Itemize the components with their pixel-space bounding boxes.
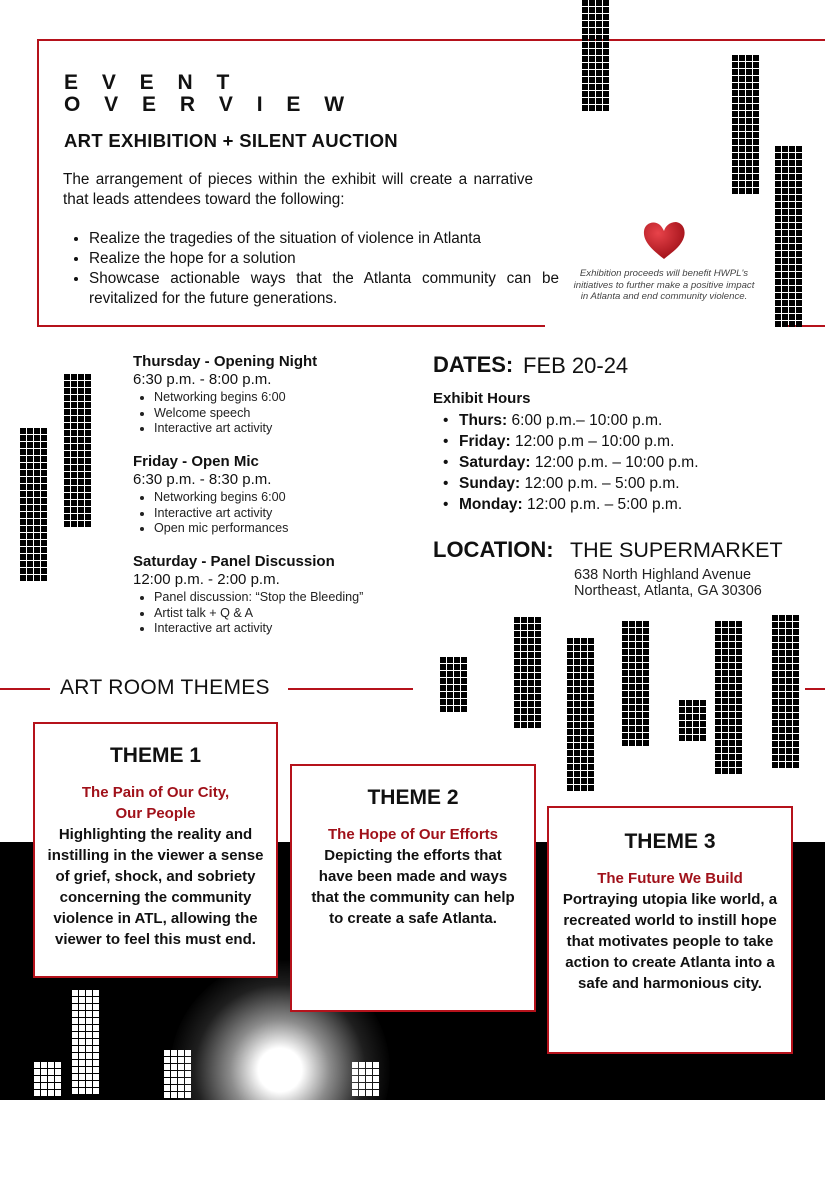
theme-title: THEME 3 [624, 830, 716, 853]
building-icon [582, 0, 611, 113]
location-address: 638 North Highland Avenue Northeast, Atlanta, GA 30306 [574, 567, 762, 599]
building-icon [622, 621, 651, 748]
building-icon [732, 55, 761, 196]
list-item: • Networking begins 6:00 [154, 390, 433, 406]
theme-subtitle: The Hope of Our Efforts [328, 826, 498, 843]
dates-value: FEB 20-24 [523, 353, 629, 378]
list-item: • Realize the tragedies of the situation of violence in Atlanta [89, 229, 559, 249]
list-item: • Panel discussion: “Stop the Bleeding” [154, 590, 433, 606]
list-item: • Interactive art activity [154, 421, 433, 437]
list-item: • Interactive art activity [154, 621, 433, 637]
list-item: • Interactive art activity [154, 506, 433, 522]
list-item: • Artist talk + Q & A [154, 606, 433, 622]
building-icon [514, 617, 543, 730]
divider [0, 688, 50, 690]
list-item: • Thurs: 6:00 p.m.– 10:00 p.m. [459, 410, 699, 431]
event-overview-title: E V E N T O V E R V I E W [64, 71, 354, 116]
building-icon [72, 990, 101, 1100]
schedule-day-friday [133, 453, 433, 537]
divider [288, 688, 413, 690]
list-item: • Showcase actionable ways that the Atlanta community can be revitalized for the future generations. [89, 269, 559, 309]
proceeds-note: Exhibition proceeds will benefit HWPL's initiatives to further make a positive impact in Atlanta and end community violence. [573, 268, 755, 302]
heart-icon [641, 219, 687, 261]
list-item: • Friday: 12:00 p.m – 10:00 p.m. [459, 431, 699, 452]
theme-description: Depicting the efforts that have been made and ways that the community can help to create a safe Atlanta. [311, 847, 515, 927]
building-icon [352, 1062, 381, 1100]
building-icon [715, 621, 744, 776]
list-item: • Sunday: 12:00 p.m. – 5:00 p.m. [459, 473, 699, 494]
exhibit-hours-list [433, 410, 699, 515]
day-time: 12:00 p.m. - 2:00 p.m. [133, 571, 280, 588]
day-time: 6:30 p.m. - 8:30 p.m. [133, 471, 272, 488]
theme-subtitle: The Pain of Our City, Our People [81, 784, 230, 822]
art-room-themes-heading: ART ROOM THEMES [60, 676, 270, 699]
building-icon [164, 1050, 193, 1100]
building-icon [440, 657, 469, 714]
theme-card-2 [290, 764, 536, 1012]
day-title: Friday - Open Mic [133, 453, 259, 470]
divider [805, 688, 825, 690]
theme-title: THEME 2 [367, 786, 459, 809]
building-icon [34, 1062, 63, 1100]
day-time: 6:30 p.m. - 8:00 p.m. [133, 371, 272, 388]
overview-bullets [63, 229, 559, 309]
list-item: • Open mic performances [154, 521, 433, 537]
building-icon [64, 374, 93, 529]
theme-description: Portraying utopia like world, a recreated world to instill hope that motivates people to take action to create Atlanta into a safe and harmonious city. [562, 891, 778, 992]
theme-card-3 [547, 806, 793, 1054]
frame-gap [545, 320, 785, 328]
building-icon [567, 638, 596, 793]
schedule-day-thursday [133, 353, 433, 437]
day-title: Saturday - Panel Discussion [133, 553, 335, 570]
theme-card-1 [33, 722, 278, 978]
building-icon [20, 428, 49, 583]
list-item: • Welcome speech [154, 406, 433, 422]
list-item: • Networking begins 6:00 [154, 490, 433, 506]
building-icon [775, 146, 804, 329]
day-title: Thursday - Opening Night [133, 353, 318, 370]
schedule-day-saturday [133, 553, 433, 637]
exhibit-hours-heading: Exhibit Hours [433, 390, 531, 407]
building-icon [772, 615, 801, 770]
list-item: • Realize the hope for a solution [89, 249, 559, 269]
list-item: • Saturday: 12:00 p.m. – 10:00 p.m. [459, 452, 699, 473]
theme-title: THEME 1 [109, 744, 201, 767]
theme-subtitle: The Future We Build [597, 870, 743, 887]
overview-paragraph: The arrangement of pieces within the exhibit will create a narrative that leads attendees toward the following: [63, 171, 533, 208]
theme-description: Highlighting the reality and instilling in the viewer a sense of grief, shock, and sobriety concerning the community violence in ATL, allowing the viewer to feel this must end. [47, 826, 264, 948]
list-item: • Monday: 12:00 p.m. – 5:00 p.m. [459, 494, 699, 515]
event-subtitle: ART EXHIBITION + SILENT AUCTION [64, 130, 398, 151]
location-label: LOCATION: [433, 537, 554, 562]
building-icon [679, 700, 708, 743]
dates-label: DATES: [433, 352, 514, 377]
location-value: THE SUPERMARKET [570, 538, 783, 562]
